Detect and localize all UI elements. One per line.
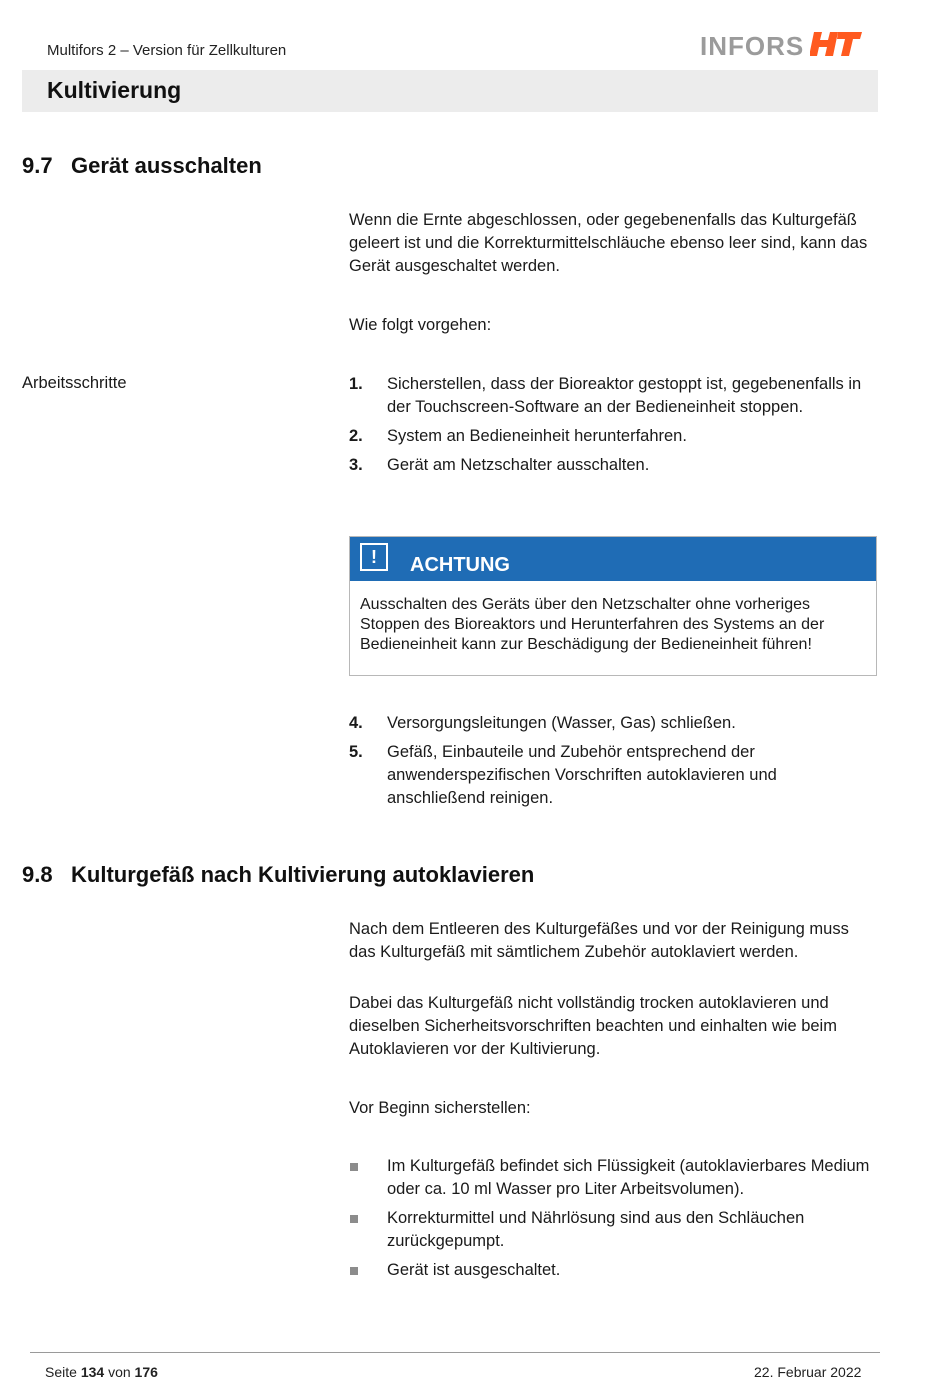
section-heading-9-7 — [22, 153, 262, 179]
step-number: 1. — [349, 375, 363, 393]
step-number: 2. — [349, 427, 363, 445]
step-text: Gerät am Netzschalter ausschalten. — [387, 456, 650, 474]
bullet-text: Im Kulturgefäß befindet sich Flüssigkeit (autoklavierbares Medium oder ca. 10 ml Wasser pro Liter Arbeitsvolumen). — [387, 1157, 870, 1198]
notice-text: Ausschalten des Geräts über den Netzschalter ohne vorheriges Stoppen des Bioreaktors und Herunterfahren des Systems an der Bedieneinheit kann zur Beschädigung der Bedieneinheit führen! — [360, 596, 825, 653]
steps-list-2 — [349, 712, 879, 810]
page-prefix: Seite — [45, 1364, 77, 1380]
bullet-square-icon — [349, 1155, 387, 1201]
precondition-list — [349, 1155, 879, 1282]
step-number: 3. — [349, 456, 363, 474]
notice-label: ACHTUNG — [410, 554, 510, 576]
infors-ht-logo — [700, 32, 862, 60]
checklist-intro: Vor Beginn sicherstellen: — [349, 1099, 531, 1117]
bullet-text: Korrekturmittel und Nährlösung sind aus den Schläuchen zurückgepumpt. — [387, 1209, 805, 1250]
page-number — [45, 1364, 158, 1380]
list-item — [349, 1259, 879, 1282]
procedure-intro: Wie folgt vorgehen: — [349, 316, 492, 334]
notice-header — [350, 537, 876, 581]
footer-divider — [30, 1352, 880, 1353]
list-item — [349, 1207, 879, 1253]
bullet-text: Gerät ist ausgeschaltet. — [387, 1261, 561, 1279]
bullet-square-icon — [349, 1207, 387, 1253]
document-title: Multifors 2 – Version für Zellkulturen — [47, 42, 287, 59]
step-number: 4. — [349, 714, 363, 732]
logo-wordmark: INFORS — [700, 30, 805, 61]
ht-logo-icon — [810, 32, 862, 61]
paragraph: Nach dem Entleeren des Kulturgefäßes und vor der Reinigung muss das Kulturgefäß mit sämtlichem Zubehör autoklaviert werden. — [349, 920, 849, 961]
section-title: Kulturgefäß nach Kultivierung autoklavieren — [71, 862, 535, 887]
step-text: Versorgungsleitungen (Wasser, Gas) schließen. — [387, 714, 736, 732]
bullet-square-icon — [349, 1259, 387, 1282]
step-number: 5. — [349, 743, 363, 761]
list-item — [349, 425, 879, 448]
section-intro-paragraph: Wenn die Ernte abgeschlossen, oder gegebenenfalls das Kulturgefäß geleert ist und die Korrekturmittelschläuche ebenso leer sind, kann das Gerät ausgeschaltet werden. — [349, 211, 868, 275]
page-total: 176 — [134, 1364, 158, 1380]
side-label-arbeitsschritte: Arbeitsschritte — [22, 374, 127, 392]
step-text: Sicherstellen, dass der Bioreaktor gestoppt ist, gegebenenfalls in der Touchscreen-Software an der Bedieneinheit stoppen. — [387, 375, 862, 416]
section-title: Gerät ausschalten — [71, 153, 262, 178]
list-item — [349, 373, 879, 419]
page-current: 134 — [80, 1364, 105, 1380]
warning-icon: ! — [360, 543, 388, 571]
section-number: 9.7 — [22, 153, 53, 178]
section-number: 9.8 — [22, 862, 53, 887]
page-of: von — [108, 1364, 131, 1380]
step-text: Gefäß, Einbauteile und Zubehör entsprechend der anwenderspezifischen Vorschriften autoklavieren und anschließend reinigen. — [387, 743, 777, 807]
step-text: System an Bedieneinheit herunterfahren. — [387, 427, 687, 445]
section-heading-9-8 — [22, 862, 534, 888]
steps-list-1 — [349, 373, 879, 477]
list-item — [349, 712, 879, 735]
paragraph: Dabei das Kulturgefäß nicht vollständig trocken autoklavieren und dieselben Sicherheitsvorschriften beachten und einhalten wie beim Autoklavieren vor der Kultivierung. — [349, 994, 837, 1058]
caution-notice — [349, 536, 877, 676]
list-item — [349, 1155, 879, 1201]
chapter-title: Kultivierung — [47, 77, 182, 103]
list-item — [349, 741, 879, 810]
document-date: 22. Februar 2022 — [754, 1364, 862, 1380]
list-item — [349, 454, 879, 477]
